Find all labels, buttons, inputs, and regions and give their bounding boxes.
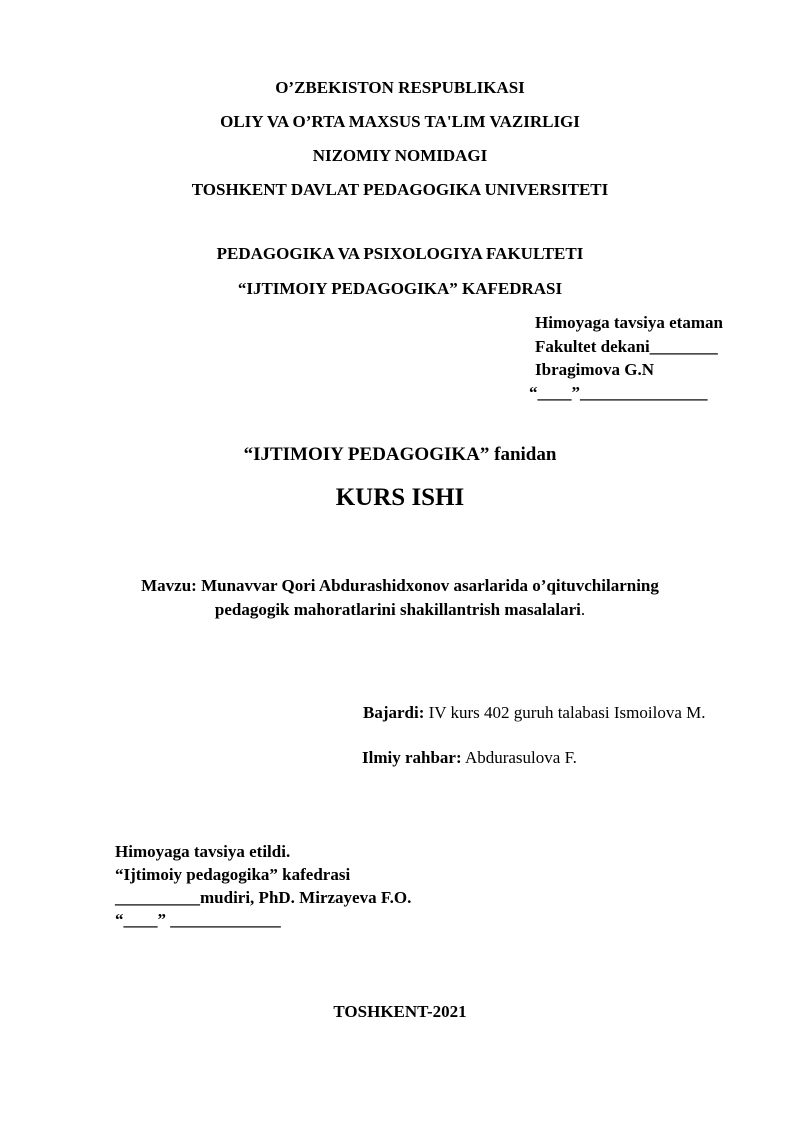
topic-line-2: [0, 600, 800, 620]
department-name: “IJTIMOIY PEDAGOGIKA” KAFEDRASI: [237, 279, 563, 298]
supervisor-line: [362, 748, 577, 768]
university-name: TOSHKENT DAVLAT PEDAGOGIKA UNIVERSITETI: [191, 180, 609, 199]
university-named-after: NIZOMIY NOMIDAGI: [312, 146, 488, 165]
topic-period: .: [580, 600, 586, 619]
approval-bottom-date-line: “____” _____________: [115, 910, 281, 929]
head-signature-line: __________mudiri, PhD. Mirzayeva F.O.: [115, 888, 412, 907]
approval-top-date-line: “____”_______________: [529, 383, 708, 402]
dean-name: Ibragimova G.N: [535, 360, 654, 379]
approval-bottom-line: Himoyaga tavsiya etildi.: [115, 842, 291, 861]
document-title: KURS ISHI: [335, 484, 465, 511]
performer-value: IV kurs 402 guruh talabasi Ismoilova M.: [424, 703, 706, 722]
faculty-name: PEDAGOGIKA VA PSIXOLOGIYA FAKULTETI: [216, 244, 584, 263]
supervisor-label: Ilmiy rahbar:: [362, 748, 462, 767]
performer-label: Bajardi:: [363, 703, 425, 722]
topic-line-2-text: pedagogik mahoratlarini shakillantrish masalalari: [214, 600, 581, 619]
approval-top-line: Himoyaga tavsiya etaman: [535, 313, 723, 332]
ministry-country: O’ZBEKISTON RESPUBLIKASI: [275, 78, 525, 97]
performer-line: [363, 703, 706, 723]
supervisor-value: Abdurasulova F.: [461, 748, 577, 767]
dean-signature-line: Fakultet dekani________: [535, 337, 718, 356]
ministry-name: OLIY VA O’RTA MAXSUS TA'LIM VAZIRLIGI: [220, 112, 580, 131]
department-reference: “Ijtimoiy pedagogika” kafedrasi: [115, 865, 351, 884]
city-year: TOSHKENT-2021: [333, 1002, 467, 1021]
topic-line-1: Mavzu: Munavvar Qori Abdurashidxonov asarlarida o’qituvchilarning: [141, 576, 659, 595]
subject-line: “IJTIMOIY PEDAGOGIKA” fanidan: [243, 444, 557, 465]
